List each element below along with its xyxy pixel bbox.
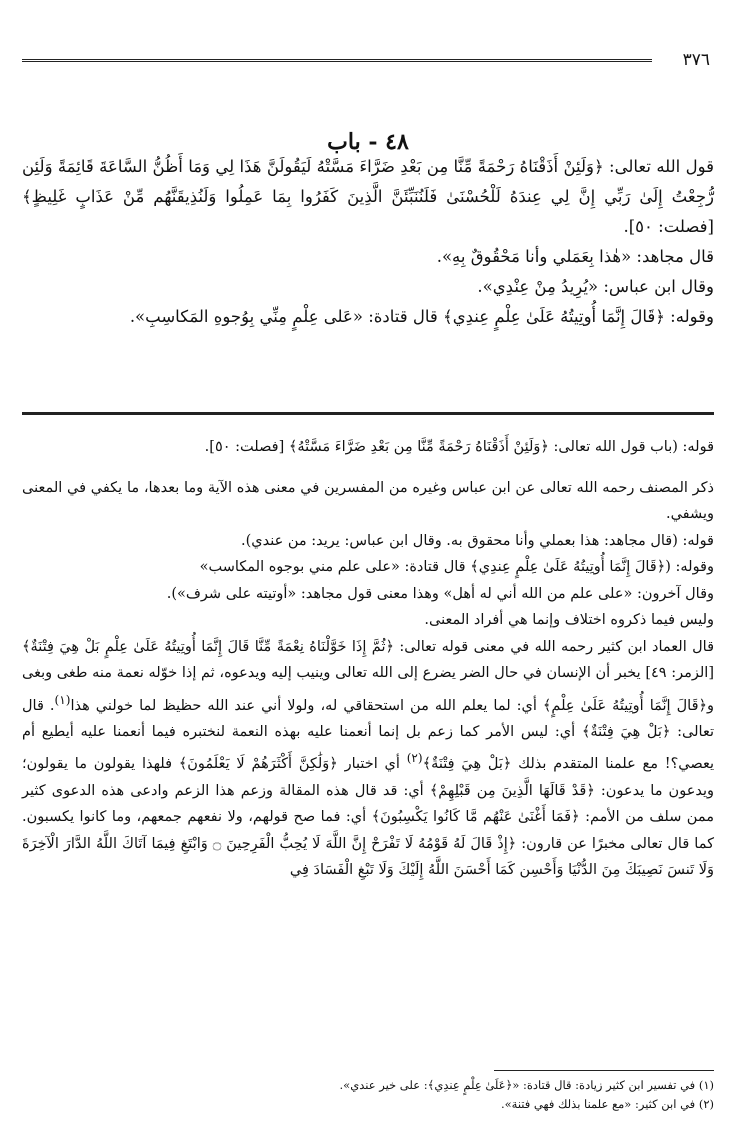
matn-paragraph: وقال ابن عباس: «يُرِيدُ مِنْ عِنْدِي».: [477, 277, 714, 296]
footnote-rule: [494, 1070, 714, 1071]
matn-paragraph: قول الله تعالى: ﴿وَلَئِنْ أَذَقْنَاهُ رَحْمَةً مِّنَّا مِن بَعْدِ ضَرَّاءَ مَسَّتْهُ لَيَقُولَنَّ هَذَا لِي وَمَا أَظُنُّ السَّاعَةَ قَائِمَةً وَلَئِن رُّجِعْتُ إِلَىٰ رَبِّي إِنَّ لِي عِندَهُ لَلْحُسْنَىٰ فَلَنُنَبِّئَنَّ الَّذِينَ كَفَرُوا بِمَا عَمِلُوا وَلَنُذِيقَنَّهُم مِّنْ عَذَابٍ غَلِيظٍ﴾ [فصلت: ٥٠].: [22, 157, 714, 236]
matn-paragraph: قال مجاهد: «هٰذا بِعَمَلي وأنا مَحْقُوقٌ بِهِ».: [436, 247, 714, 266]
commentary-text: أي اختبار ﴿وَلَٰكِنَّ أَكْثَرَهُمْ لَا يَعْلَمُونَ﴾ فلهذا يقولون ما يقولون؛ ويدعون ما يدعون: ﴿قَدْ قَالَهَا الَّذِينَ مِن قَبْلِهِمْ﴾ أي: قد قال هذه المقالة وزعم هذا الزعم وادعى هذه الدعوى كثير ممن سلف من الأمم: ﴿فَمَا أَغْنَىٰ عَنْهُم مَّا كَانُوا يَكْسِبُونَ﴾ أي: فما صح قولهم، ولا نفعهم جمعهم، وما كانوا يكسبون. كما قال تعالى مخبرًا عن قارون: ﴿إِذْ قَالَ لَهُ قَوْمُهُ لَا تَفْرَحْ إِنَّ اللَّهَ لَا يُحِبُّ الْفَرِحِينَ ۝ وَابْتَغِ فِيمَا آتَاكَ اللَّهُ الدَّارَ الْآخِرَةَ وَلَا تَنسَ نَصِيبَكَ مِنَ الدُّنْيَا وَأَحْسِن كَمَا أَحْسَنَ اللَّهُ إِلَيْكَ وَلَا تَبْغِ الْفَسَادَ فِي: [22, 756, 714, 879]
footnote-ref[interactable]: (١): [54, 692, 71, 707]
commentary-paragraph: وقال آخرون: «على علم من الله أني له أهل» وهذا معنى قول مجاهد: «أوتيته على شرف»).: [166, 585, 714, 602]
main-text: [22, 152, 714, 332]
commentary-paragraph: قوله: (قال مجاهد: هذا بعملي وأنا محقوق به. وقال ابن عباس: يريد: من عندي).: [241, 532, 714, 549]
matn-paragraph: وقوله: ﴿قَالَ إِنَّمَا أُوتِيتُهُ عَلَىٰ عِلْمٍ عِندِي﴾ قال قتادة: «عَلى عِلْمٍ مِنِّي بِوُجوهِ المَكاسِبِ».: [129, 307, 714, 326]
page-header: [22, 50, 710, 70]
commentary-text: . قال تعالى: ﴿بَلْ هِيَ فِتْنَةٌ﴾ أي: ليس الأمر كما زعم بل إنما أنعمنا عليه بهذه النعمة لنختبره فيما أنعمنا عليه أيطيع أم يعصي؟! مع علمنا المتقدم بذلك ﴿بَلْ هِيَ فِتْنَةٌ﴾: [22, 697, 714, 773]
footnote-ref[interactable]: (٢): [406, 751, 423, 766]
commentary-paragraph: وقوله: (﴿قَالَ إِنَّمَا أُوتِيتُهُ عَلَىٰ عِلْمٍ عِندِي﴾ قال قتادة: «على علم مني بوجوه المكاسب»: [199, 559, 714, 575]
commentary-paragraph: ذكر المصنف رحمه الله تعالى عن ابن عباس وغيره من المفسرين في معنى هذه الآية وما بعدها، ما يكفي في المعنى ويشفي.: [22, 479, 714, 522]
footnote: (١) في تفسير ابن كثير زيادة: قال قتادة: «﴿عَلَىٰ عِلْمٍ عِندِي﴾: على خير عندي».: [339, 1078, 714, 1092]
footnote: (٢) في ابن كثير: «مع علمنا بذلك فهي فتنة».: [500, 1097, 714, 1111]
chapter-title: ٤٨ - باب: [327, 129, 409, 155]
commentary-paragraph: قوله: (باب قول الله تعالى: ﴿وَلَئِنْ أَذَقْنَاهُ رَحْمَةً مِّنَّا مِن بَعْدِ ضَرَّاءَ مَسَّتْهُ﴾ [فصلت: ٥٠].: [204, 439, 714, 455]
commentary: [22, 434, 714, 884]
page-number: ٣٧٦: [677, 50, 710, 70]
commentary-paragraph: [22, 634, 714, 884]
header-rule: [22, 59, 652, 62]
commentary-text: قال العماد ابن كثير رحمه الله في معنى قوله تعالى: ﴿ثُمَّ إِذَا خَوَّلْنَاهُ نِعْمَةً مِّنَّا قَالَ إِنَّمَا أُوتِيتُهُ عَلَىٰ عِلْمٍ بَلْ هِيَ فِتْنَةٌ﴾ [الزمر: ٤٩] يخبر أن الإنسان في حال الضر يضرع إلى الله تعالى وينيب إليه ويدعوه، ثم إذا خوّله نعمة منه طغى وبغى و﴿قَالَ إِنَّمَا أُوتِيتُهُ عَلَىٰ عِلْمٍ﴾ أي: لما يعلم الله من استحقاقي له، ولولا أني عند الله حظيظ لما خولني هذا: [22, 638, 714, 714]
section-divider: [22, 412, 714, 415]
commentary-paragraph: وليس فيما ذكروه اختلاف وإنما هي أفراد المعنى.: [424, 612, 714, 628]
footnotes: [22, 1076, 714, 1114]
